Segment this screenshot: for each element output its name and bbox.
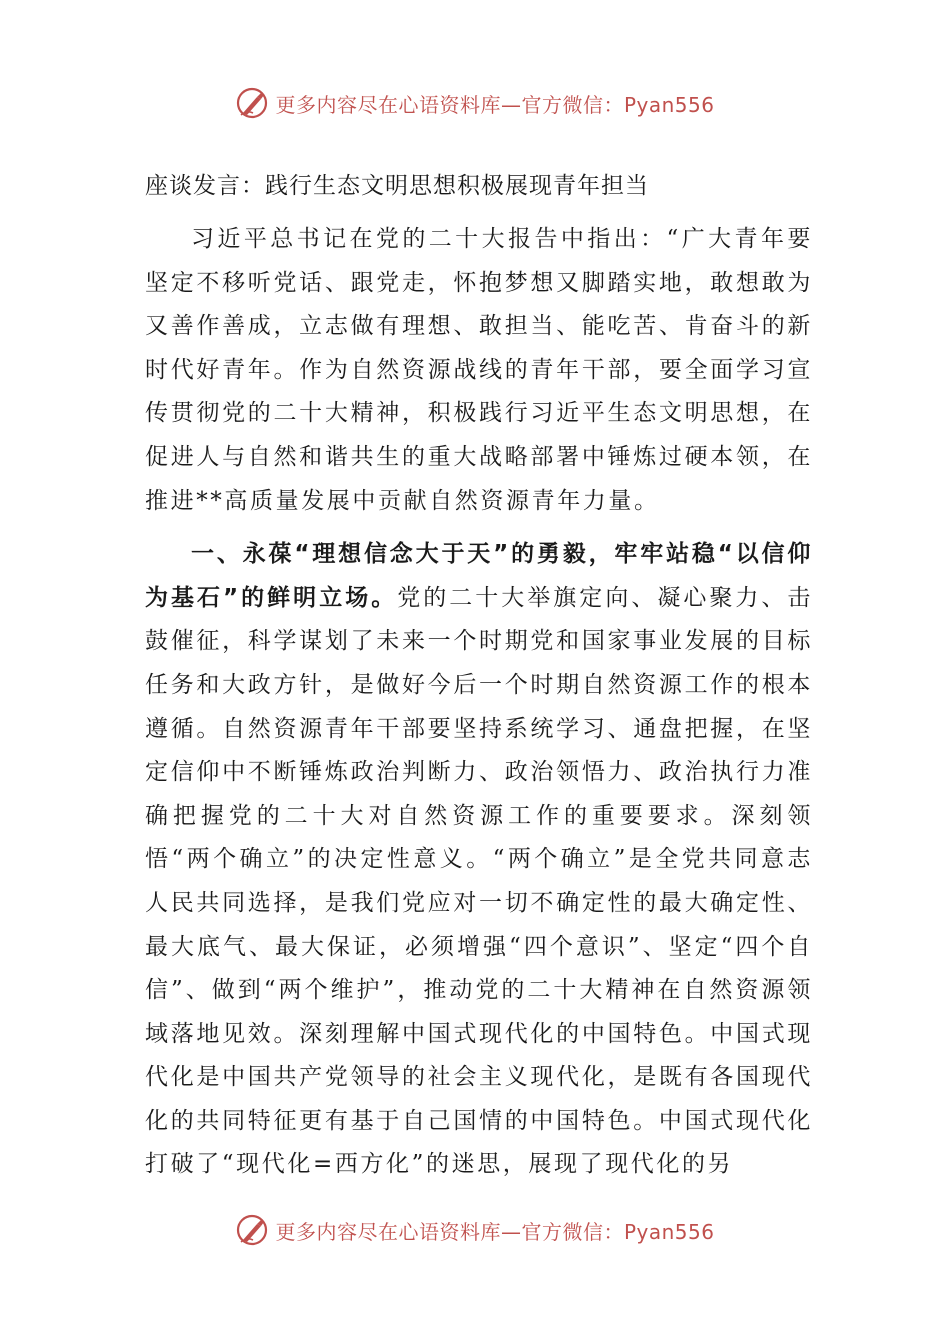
watermark-banner-top	[0, 83, 950, 123]
pen-nib-logo-icon	[235, 1213, 269, 1247]
section-1-heading: 一、永葆“理想信念大于天”的勇毅，牢牢站稳“以信仰为基石”的鲜明立场。	[145, 541, 813, 611]
pen-nib-logo-icon	[235, 86, 269, 120]
document-body	[145, 160, 813, 1187]
watermark-text: 更多内容尽在心语资料库—官方微信：Pyan556	[275, 92, 715, 117]
document-title: 座谈发言：践行生态文明思想积极展现青年担当	[145, 173, 649, 199]
section-1-paragraph	[145, 533, 813, 1187]
watermark-banner-bottom	[0, 1210, 950, 1250]
section-1-body: 党的二十大举旗定向、凝心聚力、击鼓催征，科学谋划了未来一个时期党和国家事业发展的目标任务和大政方针，是做好今后一个时期自然资源工作的根本遵循。自然资源青年干部要坚持系统学习、通盘把握，在坚定信仰中不断锤炼政治判断力、政治领悟力、政治执行力准确把握党的二十大对自然资源工作的重要要求。深刻领悟“两个确立”的决定性意义。“两个确立”是全党共同意志人民共同选择，是我们党应对一切不确定性的最大确定性、最大底气、最大保证，必须增强“四个意识”、坚定“四个自信”、做到“两个维护”，推动党的二十大精神在自然资源领域落地见效。深刻理解中国式现代化的中国特色。中国式现代化是中国共产党领导的社会主义现代化，是既有各国现代化的共同特征更有基于自己国情的中国特色。中国式现代化打破了“现代化=西方化”的迷思，展现了现代化的另	[145, 584, 813, 1178]
watermark-text: 更多内容尽在心语资料库—官方微信：Pyan556	[275, 1219, 715, 1244]
intro-paragraph: 习近平总书记在党的二十大报告中指出：“广大青年要坚定不移听党话、跟党走，怀抱梦想又脚踏实地，敢想敢为又善作善成，立志做有理想、敢担当、能吃苦、肯奋斗的新时代好青年。作为自然资源战线的青年干部，要全面学习宣传贯彻党的二十大精神，积极践行习近平生态文明思想，在促进人与自然和谐共生的重大战略部署中锤炼过硬本领，在推进**高质量发展中贡献自然资源青年力量。	[145, 226, 813, 514]
